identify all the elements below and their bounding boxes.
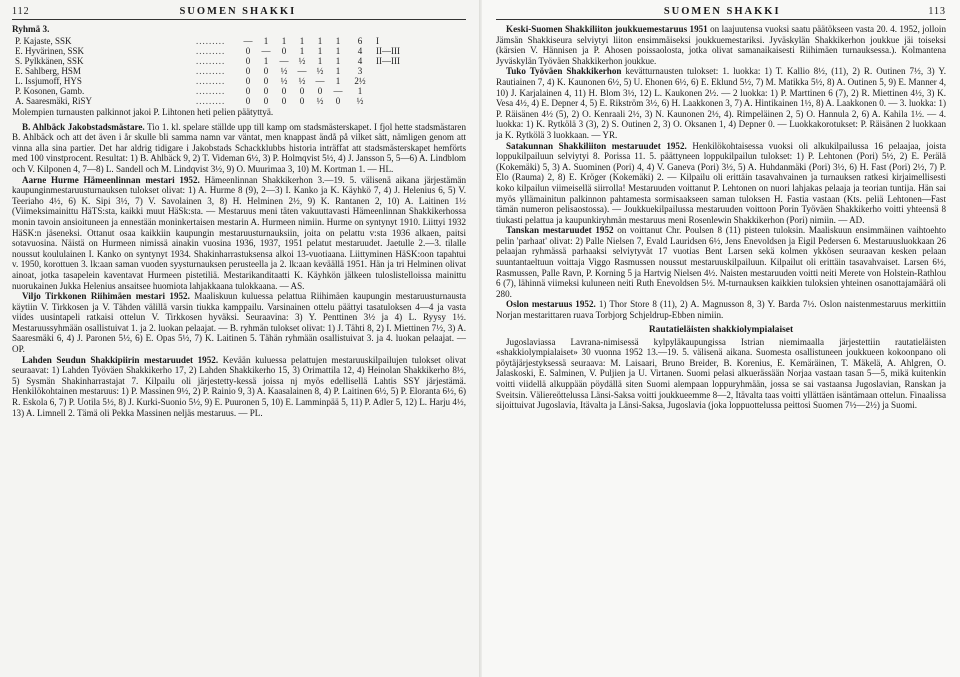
score-cell: 0 [245, 46, 251, 56]
section-title: Rautatieläisten shakkiolympialaiset [648, 324, 794, 335]
rank [373, 96, 419, 106]
article-heading: Aarne Hurme Hämeenlinnan mestari 1952. [22, 174, 200, 185]
article-paragraph [12, 291, 466, 355]
score-cell: 1 [299, 46, 305, 56]
total-score: 3 [357, 66, 363, 76]
article-paragraph [496, 225, 946, 299]
closing-article [496, 337, 946, 411]
article-heading: Tanskan mestaruudet 1952 [506, 225, 614, 236]
score-cell: ½ [298, 76, 306, 86]
total-score: 2½ [354, 76, 366, 86]
page-number: 113 [928, 6, 946, 17]
total-score: 1 [357, 86, 363, 96]
player-name: L. Issjumoff, HYS [15, 76, 82, 86]
score-cell: — [261, 46, 271, 56]
article-paragraph [496, 141, 946, 226]
player-name: P. Kosonen, Gamb. [15, 86, 85, 96]
leader-dots: ......... [196, 76, 226, 86]
score-cell: — [243, 36, 253, 46]
score-cell: 0 [317, 86, 323, 96]
article-body: Maaliskuun kuluessa pelattua Riihimäen kaupungin mestaruusturnausta käytiin V. Tirkkosen ja V. Tähden välillä varsin tiukka kamppailu. Varsinainen ottelu päättyi tasatuloksen 4—4 ja vasta viides uusintapeli ratkaisi ottelun V. Tirkkosen hyväksi. Seuraavina: 3) Y. Penttinen 3½ ja 4) L. Ryysy 1½. Mestaruussyhmään osallistuivat 1. ja 2. luokan pelaajat. — B. ryhmän tulokset olivat: 1) J. Tähti 8, 2) I. Miettinen 7½, 3) A. Saaresmäki 6, 4) J. Paronen 5½, 6) E. Opas 5½, 7) K. Laitinen 5. Tähän ryhmään osallistuivat 3. ja 4. luokan pelaajat. — OP. [12, 291, 466, 355]
score-cell: 1 [317, 36, 323, 46]
score-cell: 1 [317, 56, 323, 66]
score-cell: 0 [281, 46, 287, 56]
article-heading: B. Ahlbäck Jakobstadsmästare. [22, 121, 145, 132]
score-cell: ½ [316, 96, 324, 106]
left-article-text [12, 122, 466, 419]
leader-dots: ......... [196, 86, 226, 96]
article-body: on voittanut Chr. Poulsen 8 (11) pisteen tuloksin. Maaliskuun ensimmäinen vaihtoehto pelin 'parhaat' olivat: 2) Palle Nielsen 7, Evald Lauridsen 6½, Jens Enevoldsen ja Eigil Pedersen 6. Mestaruusluokkaan 26 pelaajan ryhmässä parhaaksi selviytyvät 17 vuotias Bent Larsen sekä kolmen ykkösen seuraavan kesken pelaan suuntantaeltuun voittaja Viggo Rasmussen noussut mestaruuskilpailuun. Kilpailut oli erittäin tasavahvaiset. Larsen 6½, Rasmussen, Palle Ravn, P. Korning 5 ja Hartvig Nielsen 4½. Naisten mestaruuden voitti neiti Merete von Holstein-Rathlou 6 (7), lähinnä viimeksi kuluneen neiti Ruth Enevoldsen 5½. M-turnauksen kaikkien tuloksien yhteinen osanottajamäärä oli 280. [496, 225, 946, 299]
leader-dots: ......... [196, 96, 226, 106]
score-cell: 1 [335, 76, 341, 86]
score-cell: ½ [280, 76, 288, 86]
running-title: SUOMEN SHAKKI [179, 6, 297, 17]
table-row [12, 76, 419, 86]
page-number: 112 [12, 6, 30, 17]
rank: II—III [376, 56, 400, 66]
total-score: 6 [357, 36, 363, 46]
score-cell: 0 [299, 96, 305, 106]
score-cell: 0 [263, 86, 269, 96]
total-score: ½ [356, 96, 364, 106]
rank [373, 86, 419, 96]
table-row [12, 46, 419, 56]
article-heading: Lahden Seudun Shakkipiirin mestaruudet 1952. [22, 354, 219, 365]
score-cell: — [315, 76, 325, 86]
article-heading: Satakunnan Shakkiliiton mestaruudet 1952. [506, 140, 687, 151]
article-heading: Keski-Suomen Shakkiliiton joukkuemestaruus 1951 [506, 24, 708, 34]
leader-dots: ......... [196, 66, 226, 76]
player-name: P. Kajaste, SSK [15, 36, 72, 46]
article-body: on laajuutensa vuoksi saatu päätökseen vasta 20. 4. 1952, jolloin Jämsän Shakkiseura selviytyi liiton ensimmäiseksi joukkuemestariksi. Jyväskylän Shakkikerhon joukkue jäi toiseksi (kärsien V. Hännisen ja P. Ahosen poissaolosta, jotka olivat samanaikaisesti Riihimäen turnauksessa.). Kolmantena Jyväskylän Työväen Shakkikerhon joukkue. [496, 24, 946, 66]
article-body: Tio 1. kl. spelare ställde upp till kamp om stadsmästerskapet. I fjol hette stadsmästaren B. Ahlbäck och att det även i år skulle bli samma namn var väntat, men knappast ändå på vilket sätt, nämligen genom att vinna alla sina partier. Det har aldrig tidigare i Jakobstads Schackklubbs historia inträffat att stadsmästerskapet hemförts med 100 vinstprocent. Resultat: 1) B. Ahlbäck 9, 2) T. Videman 6½, 3) P. Holmqvist 5½, 4) J. Jansson 5, 5—6) A. Lindblom och V. Kilponen 4, 7—8) L. Sandell och M. Lindqvist 3½, 9) O. Muurimaa 3, 10) M. Kortman 1. — HL. [12, 121, 466, 174]
score-cell: 0 [299, 86, 305, 96]
closing-paragraph: Jugoslaviassa Lavrana-nimisessä kylpyläkaupungissa Istrian niemimaalla järjestettiin rautatieläisten «shakkiolympialaiset» 30 vuonna 1952 13.—19. 5. välisenä aikana. Suomesta osallistuneen joukkueen kokoonpano oli pöytäjärjestyksessä seuraava: M. Laisaari, Bruno Breider, B. Korenius, E. Kemäräinen, T. Mäkelä, A. Ahlgren, O. Jalaskoski, E. Salminen, V. Puljien ja U. Virtanen. Suomi pelasi alkuerässään Norjaa vastaan tasan 5—5, mikä kuitenkin voitti viidellä alkuppään pöydällä siten Suomi alempaan loppuryhmään, jossa se sai vastaansa Jugoslavian, Ranskan ja Sveitsin. Väliereöttelussa Länsi-Saksa voitti joukkueemme 8—2, Itävalta taas voitti yllättäen isäntämaan ottelun. Finaalissa sijoittuivat Jugoslavia, Itävalta ja Länsi-Saksa, Jugoslavia (joka loppuottelussa peittosi Suomen 7½—2½) ja Suomi. [496, 336, 946, 411]
rank [373, 76, 419, 86]
score-cell: 0 [281, 86, 287, 96]
player-name: S. Pylkkänen, SSK [15, 56, 84, 66]
results-table [12, 36, 419, 106]
score-cell: 0 [263, 96, 269, 106]
leader-dots: ......... [196, 36, 226, 46]
running-title: SUOMEN SHAKKI [663, 6, 781, 17]
article-heading: Oslon mestaruus 1952. [506, 299, 596, 310]
leader-dots: ......... [196, 46, 226, 56]
rank: II—III [376, 46, 400, 56]
leader-dots: ......... [196, 56, 226, 66]
article-heading: Viljo Tirkkonen Riihimäen mestari 1952. [22, 291, 190, 302]
score-cell: 1 [335, 36, 341, 46]
page-header [12, 6, 466, 20]
total-score: 4 [357, 46, 363, 56]
table-row [12, 56, 419, 66]
score-cell: 0 [245, 56, 251, 66]
table-row [12, 86, 419, 96]
score-cell: 0 [245, 76, 251, 86]
table-row [12, 66, 419, 76]
right-page [482, 0, 960, 677]
article-paragraph [12, 122, 466, 175]
rank [373, 66, 419, 76]
score-cell: — [297, 66, 307, 76]
right-article-text [496, 24, 946, 321]
group-title: Ryhmä 3. [12, 24, 50, 34]
score-cell: 1 [281, 36, 287, 46]
table-note: Molempien turnausten palkinnot jakoi P. Lihtonen heti pelien päätyttyä. [12, 107, 274, 117]
player-name: A. Saaresmäki, RiSY [15, 96, 92, 106]
score-cell: — [279, 56, 289, 66]
score-cell: 1 [335, 46, 341, 56]
table-row [12, 96, 419, 106]
score-cell: 1 [335, 56, 341, 66]
score-cell: 1 [263, 56, 269, 66]
article-paragraph [12, 175, 466, 292]
table-row [12, 36, 419, 46]
score-cell: 0 [245, 86, 251, 96]
article-body: Henkilökohtaisessa vuoksi oli alkukilpailussa 16 pelaajaa, joista loppukilpailuun selviytyi 8. Porissa 11. 5. päättyneen loppukilpailun tulokset: 1) P. Lehtonen (Pori) 5½, 2) E. Perälä (Kokemäki) 5, 3) A. Suominen (Pori) 4, 4) V. Ganeva (Pori) 3½, 5) A. Huhdanmäki (Pori) 3½, 6) H. Fast (Pori) 2½, 7) P. Elo (Rauma) 2, 8) E. Kröger (Kokemäki) 2. — Kilpailu oli erittäin tasavahvainen ja turnauksen ratkesi kirjaimellisesti koko kilpailun viimeisellä siirrolla! Mestaruuden voittanut P. Lehtonen on nuori lahjakas pelaaja ja teorian tuntija. Hän sai myös yllämainitun palkinnon pahtamesta sormisaakseen saman tuloksen H. Fastia vastaan (Kts. peliä Lehtonen—Fast tämän numeron pelisaostossa). — Joukkuekilpailussa mestaruuden voittoon Porin Työväen Shakkikerho voitti yhteensä 8 tiukasti pelattua ja kaupunkiryhmän mestaruus meni Rosenlewin Shakkikerhon (Pori) nimiin. — AD. [496, 140, 947, 225]
score-cell: 0 [335, 96, 341, 106]
article-heading: Tuko Työväen Shakkikerhon [506, 66, 622, 77]
score-cell: ½ [280, 66, 288, 76]
score-cell: 0 [263, 66, 269, 76]
score-cell: 0 [281, 96, 287, 106]
score-cell: ½ [298, 56, 306, 66]
score-cell: 0 [245, 66, 251, 76]
article-body: Kevään kuluessa pelattujen mestaruuskilpailujen tulokset olivat seuraavat: 1) Lahden Työväen Shakkikerho 17, 2) Lahden Shakkikerho 15, 3) Orimattila 12, 4) Heinolan Shakkikerho 8½, 5) Sysmän Shakinharrastajat 7. Kilpailu oli järjestetty-kessä joissa nj myös edellisellä Lahtis SSY järjestämä. Henkilökohtainen mestaruus: 1) P. Massinen 9½, 2) P. Rainio 9, 3) A. Kaasalainen 8, 4) P. Laitinen 6½, 5) P. Eloranta 6½, 6) R. Eskola 6, 7) P. Uotila 5½, 8) J. Kurki-Suonio 5½, 9) E. Puuronen 5, 10) E. Lamminpää 5, 11) P. Adler 5, 12) L. Harju 4½, 13) A. Limnell 2. Tämä oli Pekka Massinen neljäs mestaruus. — PL. [12, 354, 467, 418]
score-cell: 1 [299, 36, 305, 46]
score-cell: ½ [316, 66, 324, 76]
article-body: Hämeenlinnan Shakkikerhon 3.—19. 5. välisenä aikana järjestämän kaupunginmestaruusturnauksen tulokset olivat: 1) A. Hurme 8 (9), 2—3) I. Kanko ja K. Käyhkö 7, 4) J. Helenius 6, 5) V. Teeriaho 4½, 6) K. Sipi 3½, 7) V. Savolainen 3, 8) H. Helminen 2½, 9) K. Rantanen 2, 10) A. Laitinen 1½ (Viimeksimainittu HäTS:sta, kaikki muut HäSk:sta. — Mestaruus meni täten vakuuttavasti Hämeenlinnan Shakkikerhossa monin tavoin ansioituneen ja ennestään moninkertaisen mestarin A. Hurmeen nimiin. Hurme on syntynyt 1910. Liittyi 1932 HäSK:n jäseneksi. Ottanut osaa kaikkiin kaupungin mestaruusturnauksiin, joita on pelattu v:sta 1936 alkaen, paitsi sotavuosina. Näistä on Hurmeen nimissä ainakin vuosina 1936, 1937, 1951 pelatut mestaruudet. Jaetulle 2.—3. tilalle noussut koululainen I. Kanko on syntynyt 1934. Shakinharrastuksensa alkoi 13-vuotiaana. Liittyminen HäSK:oon tapahtui v. 1950, korottuen 3. lk:aan saman vuoden syysturnauksen perusteella ja 2. lk:aan keväällä 1951. Hän ja tri Helminen olivat ainoat, jotka tasapelein kaventavat Hurmeen pistetiliä. Mestarikanditaatti K. Käyhkön jälkeen tuloslistelloissa mainittu nuorukainen Jukka Helenius ansaitsee huomiota lahjakkaana tulokkaana. — AS. [12, 174, 466, 291]
player-name: E. Sahlberg, HSM [15, 66, 81, 76]
page-header [496, 6, 946, 20]
article-paragraph [496, 299, 946, 320]
score-cell: 0 [263, 76, 269, 86]
score-cell: 0 [245, 96, 251, 106]
player-name: E. Hyvärinen, SSK [15, 46, 84, 56]
article-body: kevätturnausten tulokset: 1. luokka: 1) T. Kallio 8½, (11), 2) R. Outinen 7½, 3) Y. Rautiainen 7, 4) K. Kaunonen 6½, 5) U. Ehonen 6½, 6) E. Eklund 5½, 7) M. Matikka 5½, 8) A. Outinen 5, 9) E. Manner 4, 10) J. Karjalainen 4, 11) H. Blom 3½, 12) L. Kaukonen 2½. — 2 luokka: 1) P. Marttinen 6 (7), 2) R. Miettinen 4½, 3) K. Vesa 4½, 4) E. Depner 4, 5) E. Rikström 3½, 6) H. Laakkonen 3, 7) A. Hintikainen 1½, 8) A. Laakkonen 0. — 3. luokka: 1) P. Räisänen 4½ (5), 2) O. Kenraali 2½, 3) N. Kaunonen 2½, 4). Rimpeläinen 2, 5) O. Hannula 2, 6) A. Kahila 1½. — 4. luokka: 1) K. Rytkölä 3 (3), 2) S. Outinen 2, 3) O. Oksanen 1, 4) Depner 0. — Luokkakorotukset: P. Räisänen 2 luokkaan ja K. Rytkölä 3 luokkaan. — YR. [496, 66, 946, 140]
total-score: 4 [357, 56, 363, 66]
score-cell: 1 [317, 46, 323, 56]
article-paragraph [12, 355, 466, 419]
article-paragraph [496, 66, 946, 140]
article-paragraph [496, 24, 946, 66]
article-body: 1) Thor Store 8 (11), 2) A. Magnusson 8, 3) Y. Barda 7½. Oslon naistenmestaruus merkittiin Norjan mestarittaren ruava Torbjorg Schjeldrup-Ebben nimiin. [496, 299, 946, 321]
score-cell: — [333, 86, 343, 96]
score-cell: 1 [335, 66, 341, 76]
rank: I [376, 36, 379, 46]
score-cell: 1 [263, 36, 269, 46]
